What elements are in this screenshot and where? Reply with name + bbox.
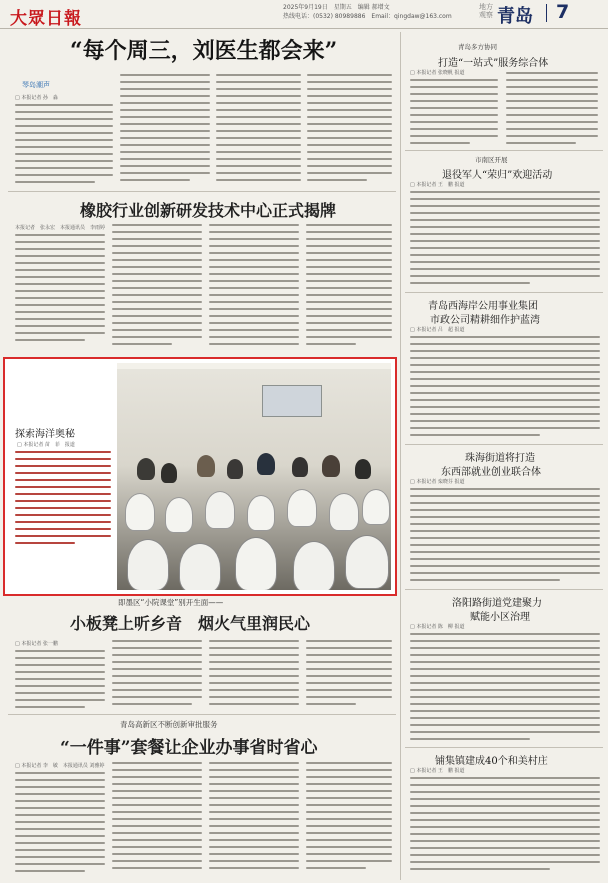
lecture-hall-photo [117, 363, 391, 590]
right-article-1-byline: □ 本报记者 张晓帆 报道 [410, 70, 465, 76]
section-name: 青岛 [497, 6, 533, 27]
right-article-1-kicker: 青岛多方协同 [458, 43, 497, 51]
newspaper-logo: 大眾日報 [10, 9, 82, 29]
section-rule [405, 747, 603, 748]
gaoxin-kicker: 青岛高新区不断创新审批服务 [120, 720, 218, 729]
right-article-6-byline: □ 本报记者 王 鹏 报道 [410, 768, 465, 774]
right-article-3-byline: □ 本报记者 吕 超 报道 [410, 327, 465, 333]
stools-headline: 小板凳上听乡音 烟火气里润民心 [70, 614, 311, 633]
right-article-2-kicker: 市南区开展 [475, 156, 508, 164]
issue-date: 2025年9月19日 星期五 编辑 郝增文 [283, 4, 390, 11]
gaoxin-headline: “一件事”套餐让企业办事省时省心 [60, 738, 318, 758]
section-rule [405, 444, 603, 445]
contact-info: 热线电话：(0532) 80989886 Email：qingdaw@163.com [283, 13, 452, 20]
right-article-4-byline: □ 本报记者 栾晓芬 报道 [410, 479, 465, 485]
right-article-3-headline-2: 市政公司精耕细作护蓝湾 [430, 315, 540, 326]
feature-title: 探索海洋奥秘 [15, 429, 75, 440]
projection-screen [262, 385, 322, 417]
section-rule [405, 589, 603, 590]
lead-byline: □ 本报记者 孙 淼 [15, 95, 58, 101]
rubber-byline: 本报记者 张永宏 本报通讯员 李雨婷 [15, 225, 106, 231]
right-article-5-byline: □ 本报记者 陈 柳 报道 [410, 624, 465, 630]
section-rule [405, 292, 603, 293]
right-article-4-headline-2: 东西部就业创业联合体 [441, 467, 541, 478]
right-article-1-headline: 打造“一站式”服务综合体 [438, 58, 549, 69]
lead-headline: “每个周三，刘医生都会来” [70, 38, 338, 64]
section-tag: 地方观察 [479, 3, 493, 19]
right-article-6-headline: 铺集镇建成40个和美村庄 [435, 756, 548, 767]
feature-photo-box [3, 357, 397, 596]
right-article-2-byline: □ 本报记者 王 鹏 报道 [410, 182, 465, 188]
page-number: 7 [556, 1, 570, 23]
right-article-2-headline: 退役军人“荣归”欢迎活动 [442, 170, 553, 181]
column-divider [400, 32, 401, 880]
section-rule [8, 191, 396, 192]
right-article-4-headline: 珠海街道将打造 [465, 453, 535, 464]
gaoxin-byline: □ 本报记者 李 敏 本报通讯员 刘雅婷 [15, 763, 105, 769]
masthead [0, 0, 608, 29]
right-article-5-headline-2: 赋能小区治理 [470, 612, 530, 623]
right-article-3-headline: 青岛西海岸公用事业集团 [428, 301, 538, 312]
stools-kicker: 即墨区“小院课堂”别开生面—— [118, 598, 224, 607]
feature-byline: □ 本报记者 苗 菲 报道 [17, 442, 75, 448]
column-brand-label: 琴岛潮声 [22, 81, 50, 89]
stools-byline: □ 本报记者 张一鹏 [15, 641, 58, 647]
masthead-divider [546, 4, 547, 22]
section-rule [8, 714, 396, 715]
right-article-5-headline: 洛阳路街道党建聚力 [452, 598, 542, 609]
section-rule [405, 150, 603, 151]
rubber-headline: 橡胶行业创新研发技术中心正式揭牌 [80, 201, 337, 220]
